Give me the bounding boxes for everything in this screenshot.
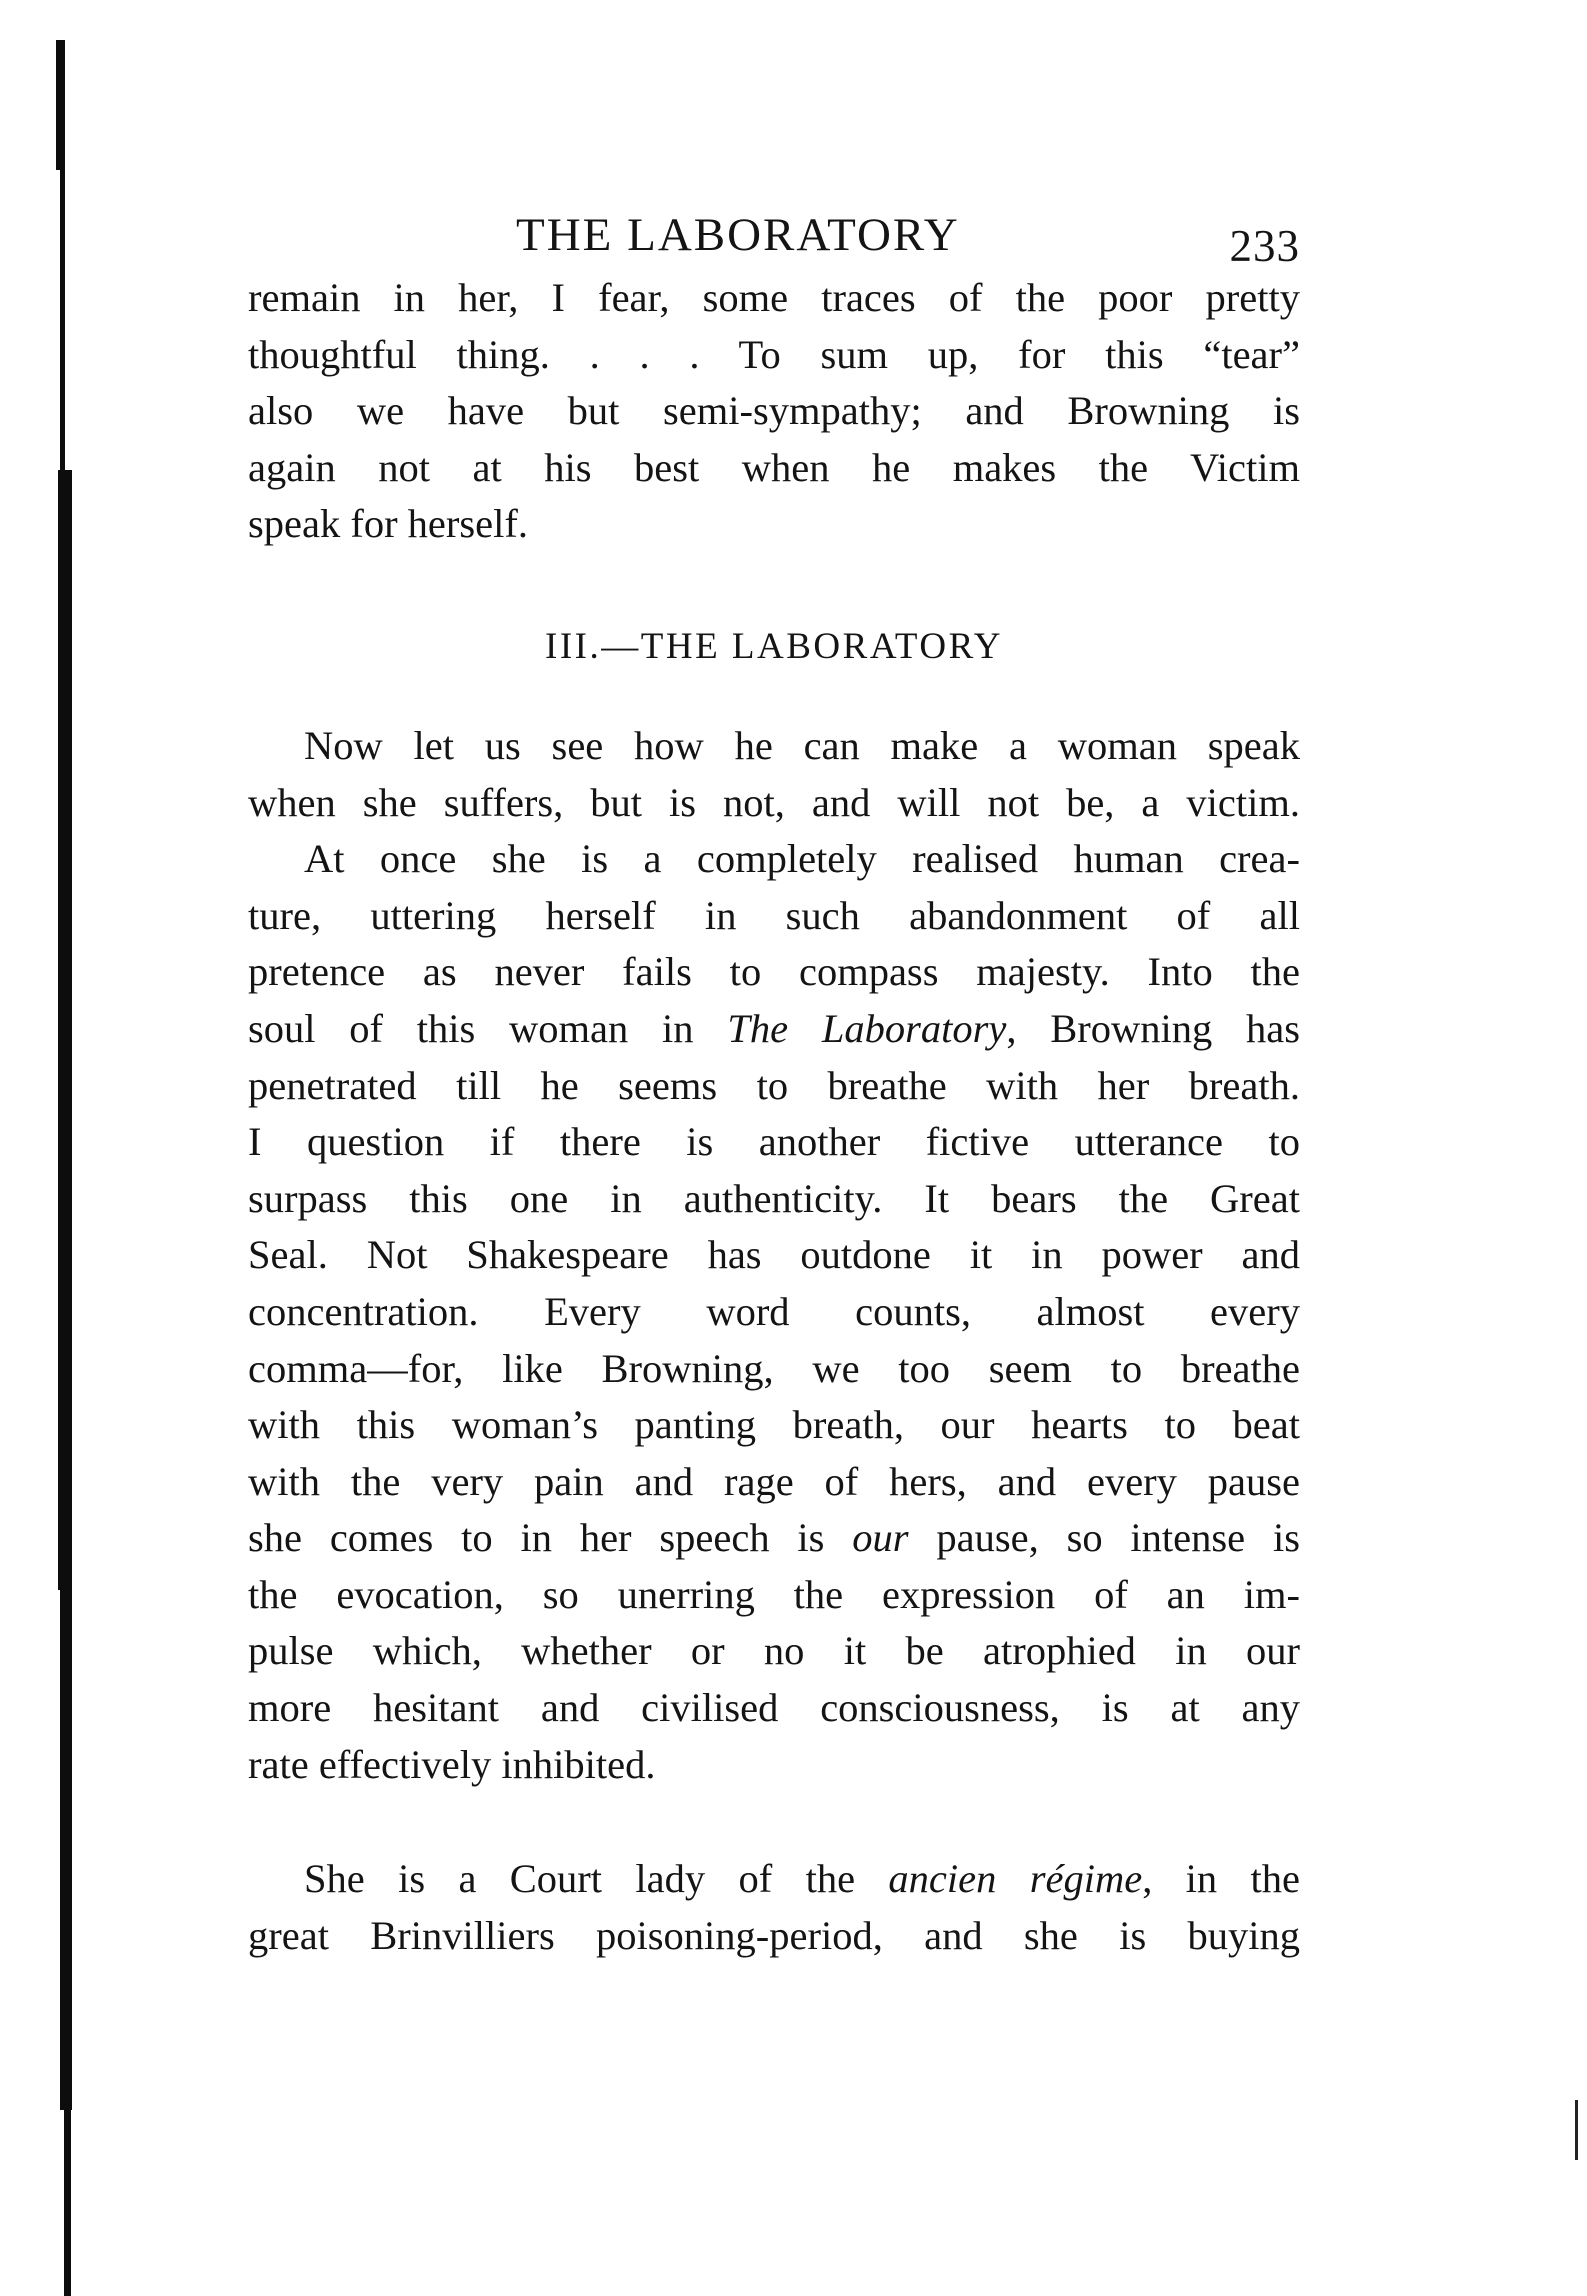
paragraph-laboratory-intro xyxy=(248,718,1300,1793)
text-line: surpass this one in authenticity. It bears the Great xyxy=(248,1175,1300,1221)
italic-emphasis: our xyxy=(852,1515,909,1561)
text-line: Seal. Not Shakespeare has outdone it in power and xyxy=(248,1232,1300,1278)
text-segment: , Browning has xyxy=(1006,1005,1300,1051)
text-segment: pause, so intense is xyxy=(908,1515,1300,1561)
text-segment: , in the xyxy=(1142,1856,1300,1902)
text-line: pulse which, whether or no it be atrophied in our xyxy=(248,1628,1300,1674)
paragraph-court-lady xyxy=(248,1851,1300,1964)
text-segment: soul of this woman in xyxy=(248,1005,728,1051)
text-line: more hesitant and civilised consciousness, is at any xyxy=(248,1685,1300,1731)
italic-phrase: ancien régime xyxy=(888,1856,1143,1902)
section-heading: III.—THE LABORATORY xyxy=(545,625,1003,667)
scan-artifact-mark xyxy=(1575,2100,1578,2160)
text-segment: She is a Court lady of the xyxy=(304,1856,889,1902)
text-line xyxy=(248,1001,1300,1058)
text-line: when she suffers, but is not, and will not be, a victim. xyxy=(248,779,1300,825)
text-segment: she comes to in her speech is xyxy=(248,1515,853,1561)
text-line: pretence as never fails to compass majesty. Into the xyxy=(248,949,1300,995)
text-line: remain in her, I fear, some traces of the poor pretty xyxy=(248,275,1300,320)
running-head xyxy=(248,190,1300,270)
text-line: thoughtful thing. . . . To sum up, for this “tear” xyxy=(248,331,1300,377)
text-line: ture, uttering herself in such abandonment of all xyxy=(248,892,1300,938)
page-binding-shadow xyxy=(54,40,76,2296)
text-line: rate effectively inhibited. xyxy=(248,1741,656,1787)
text-line: with the very pain and rage of hers, and every pause xyxy=(248,1458,1300,1504)
running-title: THE LABORATORY xyxy=(516,209,960,261)
italic-title: The Laboratory xyxy=(727,1005,1007,1051)
text-line xyxy=(248,1510,1300,1567)
text-line: with this woman’s panting breath, our hearts to beat xyxy=(248,1402,1300,1448)
text-line xyxy=(248,1851,1300,1908)
text-line: I question if there is another fictive utterance to xyxy=(248,1119,1300,1165)
text-line: the evocation, so unerring the expression of an im- xyxy=(248,1571,1300,1617)
text-line: comma—for, like Browning, we too seem to breathe xyxy=(248,1345,1300,1391)
text-line: concentration. Every word counts, almost every xyxy=(248,1288,1300,1334)
text-line: penetrated till he seems to breathe with her breath. xyxy=(248,1062,1300,1108)
text-line: again not at his best when he makes the Victim xyxy=(248,444,1300,490)
page-number: 233 xyxy=(1229,221,1300,271)
book-page xyxy=(248,190,1300,1964)
paragraph-spacer xyxy=(248,1793,1300,1851)
text-line: also we have but semi-sympathy; and Browning is xyxy=(248,388,1300,434)
text-line: Now let us see how he can make a woman speak xyxy=(304,722,1300,768)
text-line: At once she is a completely realised human crea- xyxy=(304,836,1300,882)
paragraph-continuation xyxy=(248,270,1300,553)
text-line: great Brinvilliers poisoning-period, and she is buying xyxy=(248,1912,1300,1958)
text-line: speak for herself. xyxy=(248,501,528,547)
